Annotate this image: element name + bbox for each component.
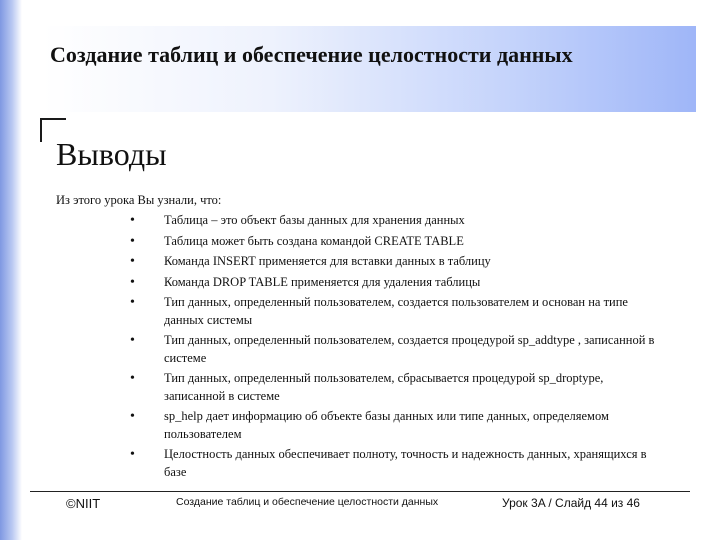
- bullet-item: [120, 446, 660, 481]
- footer-divider: [30, 491, 690, 492]
- bullet-text: Таблица – это объект базы данных для хранения данных: [164, 213, 465, 227]
- bullet-text: Команда INSERT применяется для вставки данных в таблицу: [164, 254, 491, 268]
- bullet-item: [120, 370, 660, 405]
- bullet-text: Тип данных, определенный пользователем, сбрасывается процедурой sp_droptype, записанной в системе: [164, 371, 604, 403]
- intro-text: Из этого урока Вы узнали, что:: [56, 193, 222, 207]
- bullet-text: Тип данных, определенный пользователем, создается процедурой sp_addtype , записанной в системе: [164, 333, 655, 365]
- bullet-item: [120, 233, 660, 251]
- footer-slide-number: Урок 3A / Слайд 44 из 46: [502, 496, 640, 510]
- bullet-icon: •: [130, 233, 135, 249]
- bullet-text: sp_help дает информацию об объекте базы данных или типе данных, определяемом пользователем: [164, 409, 609, 441]
- header-band: [42, 26, 696, 112]
- bullet-icon: •: [130, 409, 135, 424]
- bullet-icon: •: [130, 213, 135, 228]
- bullet-text: Таблица может быть создана командой CREATE TABLE: [164, 233, 464, 248]
- bullet-text: Команда DROP TABLE применяется для удаления таблицы: [164, 274, 481, 289]
- corner-divider-vertical: [40, 118, 42, 142]
- left-decorative-stripe: [0, 0, 22, 540]
- bullet-item: [120, 332, 660, 367]
- bullet-icon: •: [130, 447, 135, 462]
- bullet-icon: •: [130, 274, 135, 290]
- bullet-item: [120, 408, 660, 443]
- bullet-icon: •: [130, 254, 135, 269]
- bullet-icon: •: [130, 295, 135, 310]
- corner-divider-horizontal: [40, 118, 66, 120]
- bullet-item: [120, 253, 660, 271]
- bullet-icon: •: [130, 371, 135, 386]
- footer-course-title: Создание таблиц и обеспечение целостности данных: [176, 496, 439, 508]
- summary-bullet-list: [120, 212, 660, 484]
- footer-copyright: ©NIIT: [66, 496, 101, 511]
- bullet-item: [120, 212, 660, 230]
- bullet-text: Тип данных, определенный пользователем, создается пользователем и основан на типе данных системы: [164, 295, 628, 327]
- bullet-icon: •: [130, 333, 135, 348]
- bullet-text: Целостность данных обеспечивает полноту, точность и надежность данных, хранящихся в базе: [164, 447, 647, 479]
- bullet-item: [120, 274, 660, 292]
- slide-header-title: Создание таблиц и обеспечение целостности данных: [50, 42, 573, 67]
- bullet-item: [120, 294, 660, 329]
- section-title: Выводы: [56, 136, 167, 172]
